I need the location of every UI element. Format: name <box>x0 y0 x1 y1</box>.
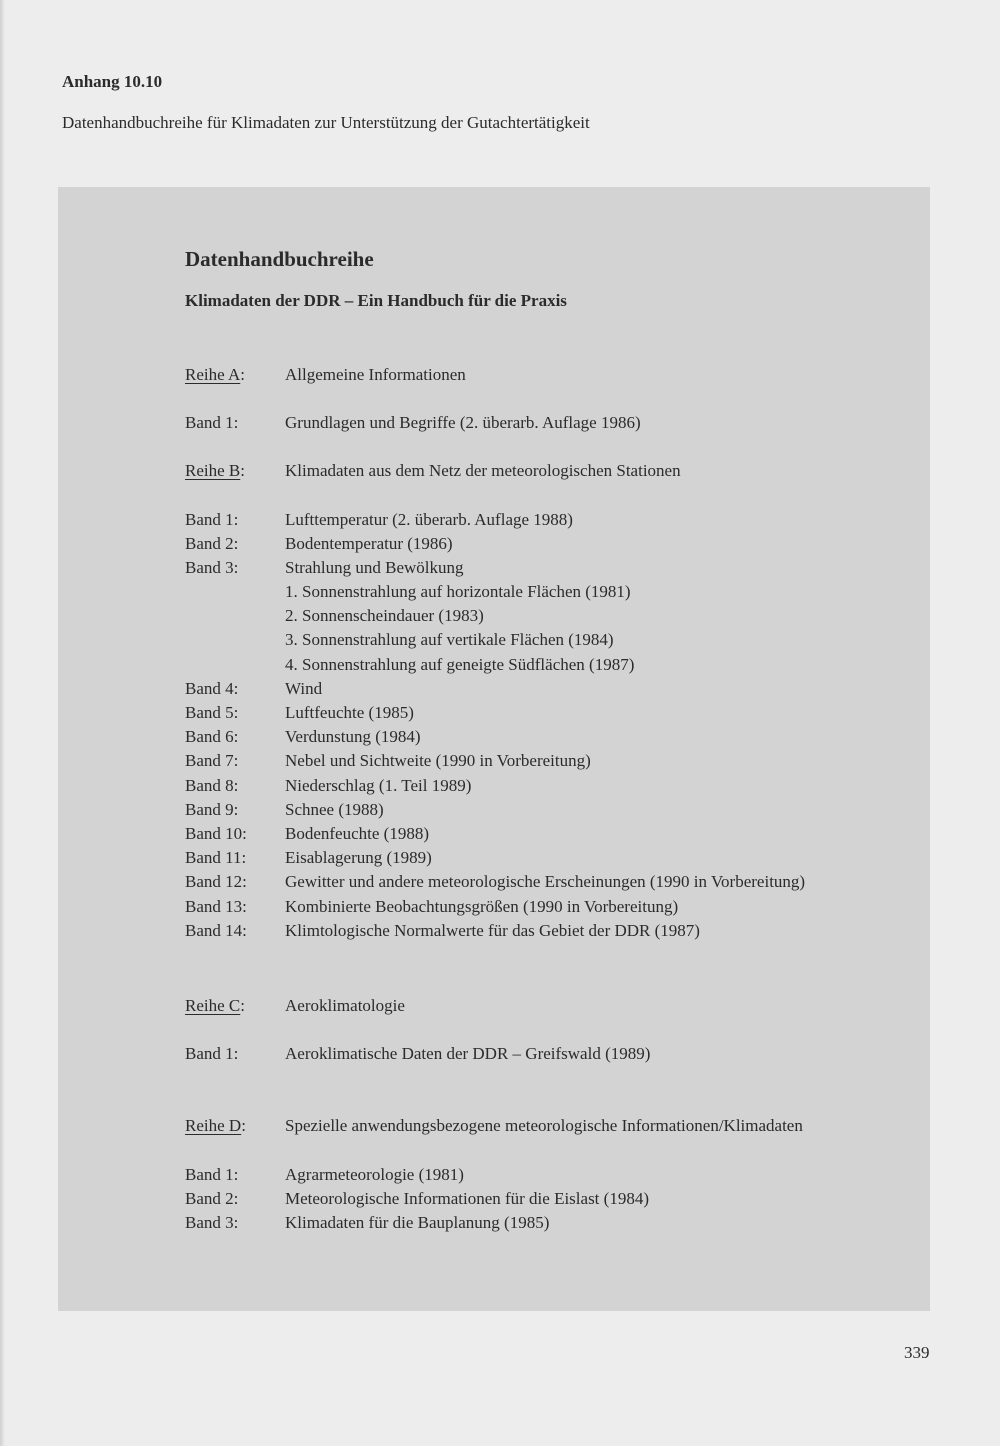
band-label: Band 3: <box>185 558 239 577</box>
sub-list-item <box>185 628 905 652</box>
page-edge-shadow <box>0 0 5 1446</box>
appendix-subtitle: Datenhandbuchreihe für Klimadaten zur Unterstützung der Gutachtertätigkeit <box>62 113 590 132</box>
reihe-d-title: Spezielle anwendungsbezogene meteorologische Informationen/Klimadaten <box>285 1116 803 1135</box>
band-text: Klimadaten für die Bauplanung (1985) <box>285 1213 550 1232</box>
band-label: Band 11: <box>185 848 247 867</box>
band-label: Band 1: <box>185 1165 239 1184</box>
band-text: Lufttemperatur (2. überarb. Auflage 1988) <box>285 510 573 529</box>
reihe-c-title: Aeroklimatologie <box>285 996 405 1015</box>
list-item <box>185 822 905 846</box>
band-text: Niederschlag (1. Teil 1989) <box>285 776 472 795</box>
band-label: Band 3: <box>185 1213 239 1232</box>
reihe-b-title: Klimadaten aus dem Netz der meteorologischen Stationen <box>285 461 681 480</box>
list-item <box>185 1042 905 1066</box>
sub-list-item <box>185 604 905 628</box>
band-label: Band 2: <box>185 1189 239 1208</box>
band-text: Luftfeuchte (1985) <box>285 703 414 722</box>
band-label: Band 8: <box>185 776 239 795</box>
reihe-a-title: Allgemeine Informationen <box>285 365 466 384</box>
band-text: Strahlung und Bewölkung <box>285 558 464 577</box>
sub-list-item <box>185 653 905 677</box>
appendix-title: Anhang 10.10 <box>62 72 163 91</box>
sub-item-text: 2. Sonnenscheindauer (1983) <box>285 606 484 625</box>
band-label: Band 1: <box>185 510 239 529</box>
list-item <box>185 846 905 870</box>
band-label: Band 13: <box>185 897 247 916</box>
list-item <box>185 508 905 532</box>
list-item <box>185 870 905 894</box>
band-label: Band 12: <box>185 872 247 891</box>
series-panel <box>58 187 930 1311</box>
list-item <box>185 677 905 701</box>
band-text: Agrarmeteorologie (1981) <box>285 1165 464 1184</box>
reihe-d-label: Reihe D <box>185 1116 242 1135</box>
list-item <box>185 749 905 773</box>
band-text: Nebel und Sichtweite (1990 in Vorbereitung) <box>285 751 591 770</box>
band-label: Band 10: <box>185 824 247 843</box>
reihe-c-heading: Reihe C: Aeroklimatologie <box>185 994 905 1018</box>
list-item <box>185 798 905 822</box>
list-item <box>185 411 905 435</box>
band-label: Band 5: <box>185 703 239 722</box>
reihe-b-heading: Reihe B: Klimadaten aus dem Netz der meteorologischen Stationen <box>185 459 905 483</box>
band-text: Grundlagen und Begriffe (2. überarb. Auflage 1986) <box>285 413 641 432</box>
list-item <box>185 774 905 798</box>
band-text: Schnee (1988) <box>285 800 384 819</box>
list-item <box>185 725 905 749</box>
band-text: Verdunstung (1984) <box>285 727 421 746</box>
list-item <box>185 701 905 725</box>
reihe-b-label: Reihe B <box>185 461 241 480</box>
band-label: Band 2: <box>185 534 239 553</box>
panel-title: Datenhandbuchreihe <box>185 247 374 271</box>
list-item <box>185 919 905 943</box>
reihe-a-heading: Reihe A: Allgemeine Informationen <box>185 363 905 387</box>
band-label: Band 14: <box>185 921 247 940</box>
sub-item-text: 4. Sonnenstrahlung auf geneigte Südflächen (1987) <box>285 655 635 674</box>
band-text: Klimtologische Normalwerte für das Gebiet der DDR (1987) <box>285 921 700 940</box>
band-label: Band 6: <box>185 727 239 746</box>
band-text: Gewitter und andere meteorologische Erscheinungen (1990 in Vorbereitung) <box>285 872 806 891</box>
reihe-c-label: Reihe C <box>185 996 241 1015</box>
band-label: Band 7: <box>185 751 239 770</box>
band-text: Meteorologische Informationen für die Eislast (1984) <box>285 1189 649 1208</box>
sub-list-item <box>185 580 905 604</box>
band-text: Kombinierte Beobachtungsgrößen (1990 in Vorbereitung) <box>285 897 679 916</box>
band-label: Band 1: <box>185 413 239 432</box>
panel-subtitle: Klimadaten der DDR – Ein Handbuch für die Praxis <box>185 291 567 310</box>
list-item <box>185 1187 905 1211</box>
band-text: Eisablagerung (1989) <box>285 848 432 867</box>
sub-item-text: 1. Sonnenstrahlung auf horizontale Flächen (1981) <box>285 582 631 601</box>
page-number: 339 <box>904 1343 930 1362</box>
band-text: Aeroklimatische Daten der DDR – Greifswald (1989) <box>285 1044 651 1063</box>
list-item <box>185 1211 905 1235</box>
list-item <box>185 556 905 580</box>
reihe-a-label: Reihe A <box>185 365 241 384</box>
reihe-d-heading: Reihe D: Spezielle anwendungsbezogene meteorologische Informationen/Klimadaten <box>185 1114 905 1138</box>
band-label: Band 4: <box>185 679 239 698</box>
band-label: Band 9: <box>185 800 239 819</box>
band-text: Bodenfeuchte (1988) <box>285 824 429 843</box>
band-text: Wind <box>285 679 323 698</box>
band-text: Bodentemperatur (1986) <box>285 534 453 553</box>
list-item <box>185 532 905 556</box>
band-label: Band 1: <box>185 1044 239 1063</box>
sub-item-text: 3. Sonnenstrahlung auf vertikale Flächen (1984) <box>285 630 614 649</box>
list-item <box>185 895 905 919</box>
list-item <box>185 1163 905 1187</box>
